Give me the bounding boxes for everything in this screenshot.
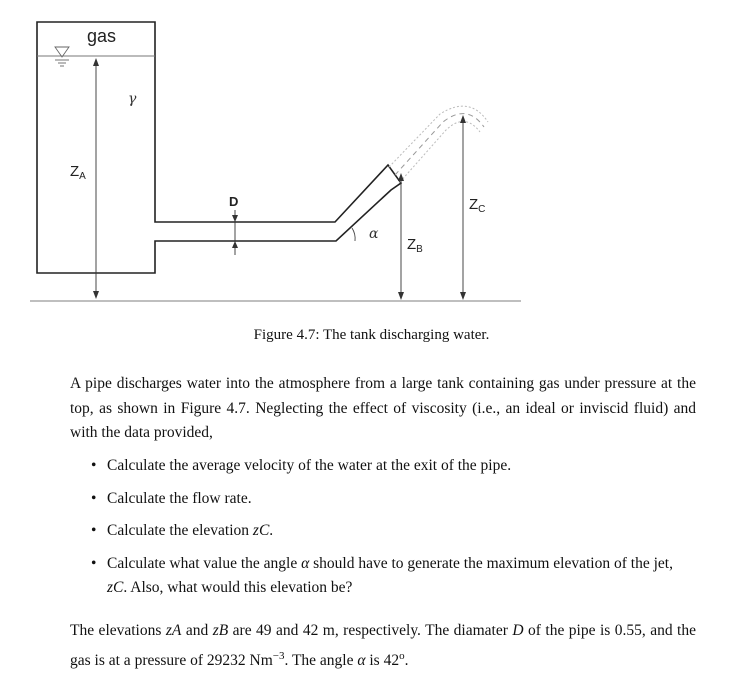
- task-flow-rate-text: Calculate the flow rate.: [107, 489, 252, 507]
- data-p4: . The angle: [284, 651, 358, 669]
- task-angle-mid: should have to generate the maximum elevation of the jet,: [309, 554, 673, 572]
- data-p3: of the pipe is 0.55, and the gas is at a pressure of 29232 Nm: [70, 622, 696, 669]
- data-zb: zB: [212, 622, 229, 639]
- task-elevation-end: .: [269, 522, 274, 539]
- task-angle: [70, 552, 696, 601]
- data-deg: o: [399, 649, 405, 662]
- free-jet: [389, 106, 488, 182]
- task-elevation-text: Calculate the elevation: [107, 522, 253, 539]
- gamma-label: γ: [128, 91, 137, 107]
- d-dimension-arrow: [232, 210, 238, 255]
- zc-dimension-arrow: [460, 115, 466, 300]
- task-angle-text: Calculate what value the angle: [107, 554, 302, 572]
- data-p2: are 49 and 42 m, respectively. The diamater: [228, 622, 513, 639]
- task-angle-end: . Also, what would this elevation be?: [123, 579, 353, 596]
- zc-label: $Z_C$: [469, 196, 486, 215]
- gas-label: gas: [87, 26, 117, 46]
- task-elevation-var: zC: [252, 522, 270, 539]
- problem-intro: A pipe discharges water into the atmosphere from a large tank containing gas under pressure at the top, as shown in Figure 4.7. Neglecting the effect of viscosity (i.e., an ideal or inviscid fluid) and with the data provided,: [70, 375, 696, 441]
- data-d: D: [512, 622, 524, 639]
- task-elevation: [70, 519, 696, 544]
- task-flow-rate: [70, 487, 696, 512]
- za-label: $Z_A$: [70, 163, 86, 182]
- alpha-arc: [352, 228, 355, 241]
- data-p1: The elevations: [70, 622, 166, 639]
- task-angle-var2: zC: [107, 579, 124, 596]
- task-list: [70, 454, 696, 609]
- data-alpha: α: [357, 651, 366, 669]
- alpha-label: α: [369, 226, 379, 242]
- data-exp: −3: [272, 649, 285, 662]
- zb-dimension-arrow: [398, 173, 404, 300]
- tank-discharge-figure: [0, 0, 743, 320]
- zb-label: $Z_B$: [407, 236, 423, 255]
- problem-data: [70, 619, 696, 673]
- task-velocity: [70, 454, 696, 479]
- data-za: zA: [165, 622, 182, 639]
- figure-caption: Figure 4.7: The tank discharging water.: [253, 327, 490, 343]
- za-dimension-arrow: [93, 58, 99, 299]
- data-p6: .: [404, 651, 409, 669]
- task-velocity-text: Calculate the average velocity of the water at the exit of the pipe.: [107, 457, 512, 474]
- d-label: D: [229, 194, 239, 209]
- data-and: and: [181, 622, 213, 639]
- task-angle-var: α: [301, 554, 310, 572]
- tank-outline: [37, 22, 401, 273]
- data-p5: is 42: [365, 651, 400, 669]
